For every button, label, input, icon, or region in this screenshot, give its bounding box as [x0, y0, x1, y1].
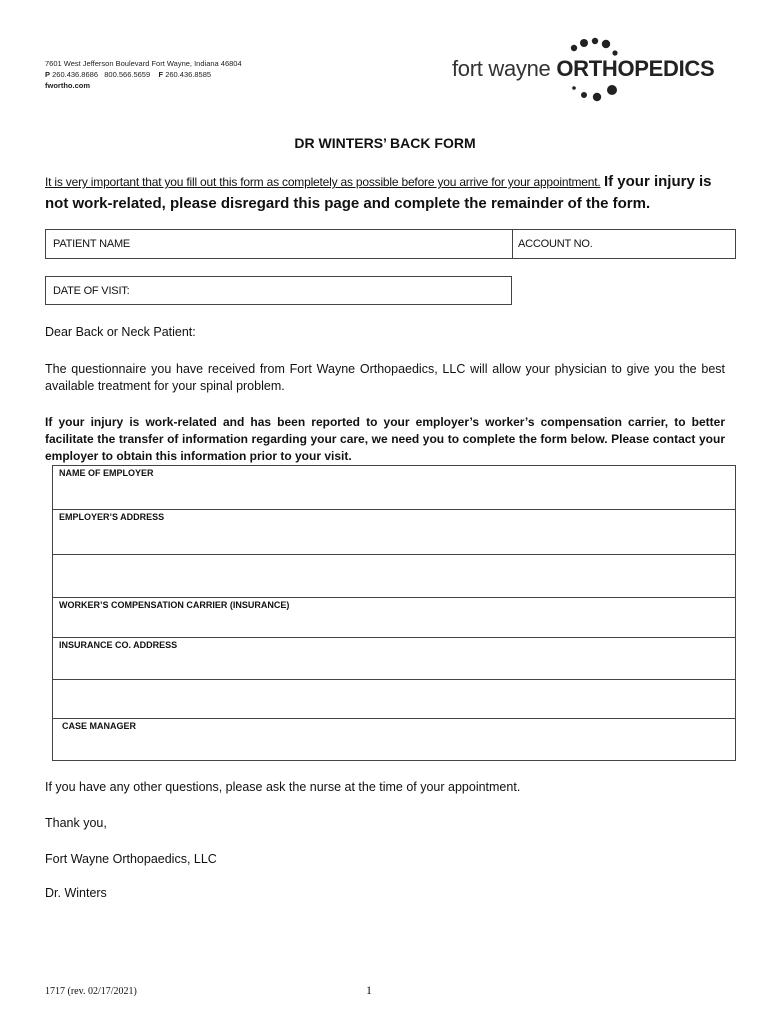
account-number-field[interactable]: ACCOUNT NO.	[518, 238, 593, 250]
case-manager-label: CASE MANAGER	[62, 721, 137, 731]
closing-company: Fort Wayne Orthopaedics, LLC	[45, 852, 217, 866]
employer-address-line-2[interactable]	[53, 555, 735, 598]
phone-line: P 260.436.8686 800.566.5659 F 260.436.8585	[45, 70, 212, 79]
insurance-address-label: INSURANCE CO. ADDRESS	[59, 640, 178, 650]
employer-address-field[interactable]	[53, 510, 735, 555]
carrier-label: WORKER’S COMPENSATION CARRIER (INSURANCE)	[59, 600, 290, 610]
insurance-address-field[interactable]	[53, 638, 735, 680]
toll-free-number: 800.566.5659	[104, 70, 151, 79]
street-address: 7601 West Jefferson Boulevard Fort Wayne, Indiana 46804	[45, 59, 242, 68]
fax-number: 260.436.8585	[165, 70, 212, 79]
form-title: DR WINTERS’ BACK FORM	[294, 135, 476, 151]
letter-greeting: Dear Back or Neck Patient:	[45, 325, 196, 339]
letter-paragraph-2: If your injury is work-related and has been reported to your employer’s worker’s compensation carrier, to better facilitate the transfer of information regarding your care, we need you to complete the form below. Please contact your employer to obtain this information prior to your visit.	[45, 415, 725, 463]
divider	[512, 230, 513, 258]
insurance-address-line-2[interactable]	[53, 680, 735, 719]
intro-instruction: It is very important that you fill out this form as completely as possible before you arrive for your appointment.	[45, 175, 601, 189]
intro-text	[45, 171, 735, 215]
date-of-visit-field[interactable]	[45, 276, 512, 305]
closing-questions: If you have any other questions, please ask the nurse at the time of your appointment.	[45, 780, 521, 794]
intro-warning: If your injury is not work-related, please disregard this page and complete the remainder of the form.	[45, 173, 712, 212]
employer-name-field[interactable]	[53, 466, 735, 510]
employer-info-form	[52, 465, 736, 761]
employer-name-label: NAME OF EMPLOYER	[59, 468, 154, 478]
date-of-visit-label: DATE OF VISIT:	[53, 285, 130, 297]
patient-info-box	[45, 229, 736, 259]
letter-paragraph-1: The questionnaire you have received from Fort Wayne Orthopaedics, LLC will allow your physician to give you the best available treatment for your spinal problem.	[45, 362, 725, 393]
page-number: 1	[366, 983, 372, 997]
employer-address-label: EMPLOYER’S ADDRESS	[59, 512, 165, 522]
closing-doctor: Dr. Winters	[45, 886, 107, 900]
case-manager-field[interactable]	[53, 719, 735, 760]
closing-thanks: Thank you,	[45, 816, 107, 830]
carrier-field[interactable]	[53, 598, 735, 638]
patient-name-field[interactable]: PATIENT NAME	[53, 238, 131, 250]
form-code: 1717 (rev. 02/17/2021)	[45, 986, 137, 997]
practice-address-block	[45, 58, 242, 91]
phone-number: 260.436.8686	[52, 70, 98, 79]
website: fwortho.com	[45, 81, 90, 90]
company-logo: fort wayne ORTHOPEDICS	[452, 56, 715, 81]
